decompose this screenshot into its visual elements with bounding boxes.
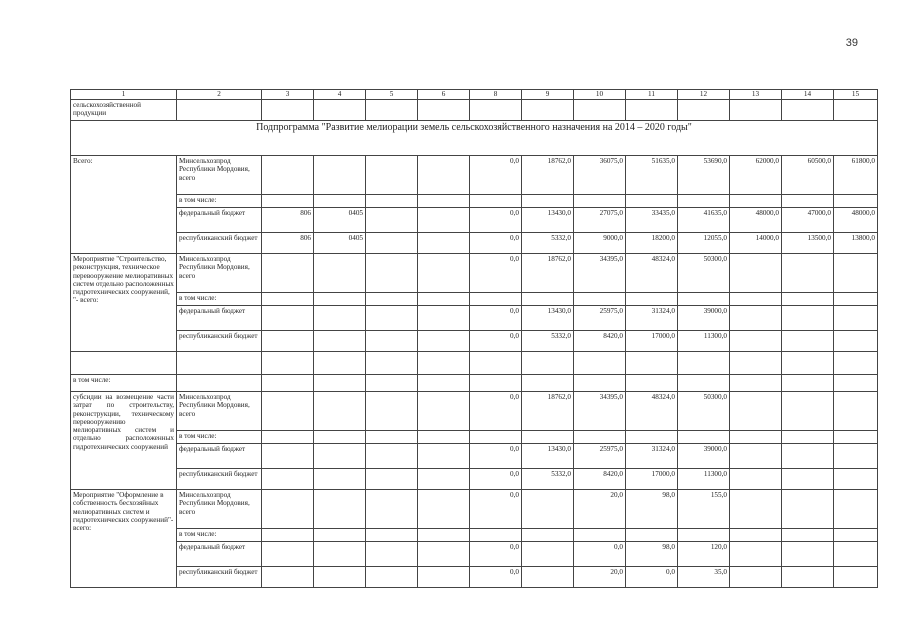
table-cell: [418, 469, 470, 490]
code-cell: [262, 567, 314, 588]
code-cell: 806: [262, 233, 314, 254]
table-cell: [418, 208, 470, 233]
table-cell: [730, 375, 782, 392]
value-cell: 0,0: [470, 490, 522, 529]
value-cell: [834, 254, 878, 293]
budget-table: [70, 89, 878, 588]
value-cell: 0,0: [470, 208, 522, 233]
code-cell: [314, 331, 366, 352]
value-cell: 0,0: [626, 567, 678, 588]
executor-cell: федеральный бюджет: [177, 542, 262, 567]
value-cell: 20,0: [574, 567, 626, 588]
value-cell: [782, 306, 834, 331]
table-cell: [418, 233, 470, 254]
code-cell: 806: [262, 208, 314, 233]
code-cell: [314, 306, 366, 331]
value-cell: [730, 490, 782, 529]
value-cell: 13430,0: [522, 208, 574, 233]
table-cell: [366, 431, 418, 444]
value-cell: [730, 469, 782, 490]
executor-cell: в том числе:: [177, 431, 262, 444]
value-cell: [574, 195, 626, 208]
code-cell: [262, 195, 314, 208]
value-cell: [834, 529, 878, 542]
table-cell: [366, 529, 418, 542]
table-cell: [366, 490, 418, 529]
value-cell: 155,0: [678, 490, 730, 529]
table-row: [71, 431, 878, 444]
value-cell: [730, 195, 782, 208]
value-cell: 5332,0: [522, 469, 574, 490]
value-cell: 48324,0: [626, 254, 678, 293]
value-cell: [782, 331, 834, 352]
value-cell: 34395,0: [574, 392, 626, 431]
table-cell: [314, 352, 366, 375]
table-cell: [177, 100, 262, 121]
value-cell: [782, 567, 834, 588]
table-cell: [522, 100, 574, 121]
table-row: [71, 208, 878, 233]
column-number: 8: [470, 90, 522, 100]
column-number: 9: [522, 90, 574, 100]
column-number: 1: [71, 90, 177, 100]
code-cell: [314, 293, 366, 306]
table-cell: [418, 331, 470, 352]
value-cell: 39000,0: [678, 444, 730, 469]
value-cell: [834, 195, 878, 208]
subprogram-title: Подпрограмма "Развитие мелиорации земель сельскохозяйственного назначения на 2014 – 2020 годы": [71, 121, 878, 156]
value-cell: [626, 195, 678, 208]
table-cell: [418, 542, 470, 567]
value-cell: 60500,0: [782, 156, 834, 195]
value-cell: 39000,0: [678, 306, 730, 331]
executor-cell: республиканский бюджет: [177, 567, 262, 588]
value-cell: [834, 444, 878, 469]
code-cell: 0405: [314, 233, 366, 254]
table-cell: [470, 375, 522, 392]
value-cell: 8420,0: [574, 331, 626, 352]
table-row: [71, 542, 878, 567]
value-cell: 35,0: [678, 567, 730, 588]
table-cell: [678, 352, 730, 375]
value-cell: [522, 529, 574, 542]
code-cell: [314, 431, 366, 444]
code-cell: [314, 542, 366, 567]
row-label: сельскохозяйственной продукции: [71, 100, 177, 121]
row-label: Всего:: [71, 156, 177, 254]
row-label: Мероприятие "Оформление в собственность бесхозяйных мелиоративных систем и гидротехнических сооружений"- всего:: [71, 490, 177, 588]
table-cell: [418, 431, 470, 444]
table-cell: [418, 392, 470, 431]
subprogram-title-row: [71, 121, 878, 156]
value-cell: [470, 529, 522, 542]
column-number: 6: [418, 90, 470, 100]
value-cell: [626, 529, 678, 542]
executor-cell: Минсельхозпрод Республики Мордовия, всего: [177, 392, 262, 431]
value-cell: 0,0: [470, 469, 522, 490]
value-cell: [834, 293, 878, 306]
value-cell: 98,0: [626, 490, 678, 529]
row-label: Мероприятие "Строительство, реконструкция, техническое перевооружение мелиоративных систем отдельно расположенных гидротехнических сооружений, "- всего:: [71, 254, 177, 352]
code-cell: [262, 156, 314, 195]
table-cell: [730, 100, 782, 121]
code-cell: [314, 156, 366, 195]
value-cell: [782, 254, 834, 293]
table-row: [71, 469, 878, 490]
table-cell: [418, 444, 470, 469]
table-row: [71, 100, 878, 121]
value-cell: 0,0: [470, 542, 522, 567]
code-cell: [262, 331, 314, 352]
table-cell: [366, 392, 418, 431]
table-cell: [314, 375, 366, 392]
executor-cell: республиканский бюджет: [177, 469, 262, 490]
code-cell: [262, 529, 314, 542]
table-cell: [262, 375, 314, 392]
value-cell: [730, 444, 782, 469]
value-cell: 18762,0: [522, 392, 574, 431]
table-row: [71, 375, 878, 392]
value-cell: [782, 529, 834, 542]
table-cell: [177, 352, 262, 375]
table-cell: [418, 306, 470, 331]
value-cell: 98,0: [626, 542, 678, 567]
value-cell: 13430,0: [522, 444, 574, 469]
value-cell: 50300,0: [678, 254, 730, 293]
value-cell: [730, 293, 782, 306]
value-cell: 0,0: [574, 542, 626, 567]
column-number: 13: [730, 90, 782, 100]
code-cell: 0405: [314, 208, 366, 233]
table-cell: [678, 375, 730, 392]
table-row: [71, 567, 878, 588]
code-cell: [262, 254, 314, 293]
value-cell: 5332,0: [522, 331, 574, 352]
value-cell: 13500,0: [782, 233, 834, 254]
code-cell: [314, 254, 366, 293]
table-cell: [366, 352, 418, 375]
value-cell: 18762,0: [522, 156, 574, 195]
table-cell: [366, 375, 418, 392]
code-cell: [262, 392, 314, 431]
value-cell: [678, 293, 730, 306]
column-number: 5: [366, 90, 418, 100]
value-cell: [730, 254, 782, 293]
code-cell: [314, 195, 366, 208]
executor-cell: в том числе:: [177, 195, 262, 208]
table-cell: [418, 156, 470, 195]
table-cell: [626, 352, 678, 375]
executor-cell: в том числе:: [177, 293, 262, 306]
column-number: 4: [314, 90, 366, 100]
table-cell: [418, 100, 470, 121]
table-cell: [834, 352, 878, 375]
value-cell: [522, 431, 574, 444]
value-cell: 0,0: [470, 233, 522, 254]
value-cell: 0,0: [470, 331, 522, 352]
table-row: [71, 331, 878, 352]
code-cell: [262, 306, 314, 331]
executor-cell: Минсельхозпрод Республики Мордовия, всего: [177, 490, 262, 529]
value-cell: 0,0: [470, 254, 522, 293]
value-cell: [574, 293, 626, 306]
column-number-row: [71, 90, 878, 100]
value-cell: [730, 567, 782, 588]
value-cell: [574, 529, 626, 542]
value-cell: 18762,0: [522, 254, 574, 293]
column-number: 14: [782, 90, 834, 100]
value-cell: [782, 444, 834, 469]
table-cell: [262, 352, 314, 375]
value-cell: 48000,0: [834, 208, 878, 233]
table-cell: [366, 331, 418, 352]
table-cell: [626, 100, 678, 121]
value-cell: 48000,0: [730, 208, 782, 233]
table-cell: [366, 156, 418, 195]
table-cell: [262, 100, 314, 121]
table-cell: [834, 375, 878, 392]
value-cell: 62000,0: [730, 156, 782, 195]
table-cell: [366, 567, 418, 588]
value-cell: 0,0: [470, 392, 522, 431]
value-cell: [730, 392, 782, 431]
value-cell: 5332,0: [522, 233, 574, 254]
value-cell: [522, 293, 574, 306]
value-cell: 53690,0: [678, 156, 730, 195]
table-row: [71, 233, 878, 254]
table-cell: [366, 542, 418, 567]
table-cell: [730, 352, 782, 375]
executor-cell: в том числе:: [177, 529, 262, 542]
value-cell: [470, 293, 522, 306]
value-cell: [782, 542, 834, 567]
table-cell: [418, 567, 470, 588]
table-cell: [366, 444, 418, 469]
executor-cell: Минсельхозпрод Республики Мордовия, всего: [177, 156, 262, 195]
column-number: 11: [626, 90, 678, 100]
value-cell: [782, 293, 834, 306]
table-cell: [418, 490, 470, 529]
value-cell: 25975,0: [574, 444, 626, 469]
executor-cell: федеральный бюджет: [177, 306, 262, 331]
table-cell: [366, 100, 418, 121]
value-cell: [782, 469, 834, 490]
value-cell: 14000,0: [730, 233, 782, 254]
table-cell: [522, 352, 574, 375]
value-cell: 61800,0: [834, 156, 878, 195]
code-cell: [314, 529, 366, 542]
row-label: субсидии на возмещение части затрат по строительству, реконструкции, техническому перевооружению мелиоративных систем и отдельно расположенных гидротехнических сооружений: [71, 392, 177, 490]
table-cell: [418, 254, 470, 293]
value-cell: 31324,0: [626, 306, 678, 331]
table-row: [71, 392, 878, 431]
value-cell: [834, 490, 878, 529]
table-cell: [678, 100, 730, 121]
value-cell: 20,0: [574, 490, 626, 529]
executor-cell: федеральный бюджет: [177, 444, 262, 469]
value-cell: 0,0: [470, 444, 522, 469]
value-cell: [470, 431, 522, 444]
value-cell: [834, 306, 878, 331]
table-cell: [366, 293, 418, 306]
value-cell: [730, 542, 782, 567]
table-row: [71, 444, 878, 469]
value-cell: 18200,0: [626, 233, 678, 254]
table-row: [71, 352, 878, 375]
value-cell: 9000,0: [574, 233, 626, 254]
table-row: [71, 529, 878, 542]
value-cell: [626, 431, 678, 444]
value-cell: [834, 542, 878, 567]
table-cell: [418, 529, 470, 542]
code-cell: [314, 444, 366, 469]
executor-cell: федеральный бюджет: [177, 208, 262, 233]
table-cell: [177, 375, 262, 392]
value-cell: [678, 529, 730, 542]
value-cell: [522, 490, 574, 529]
code-cell: [314, 392, 366, 431]
value-cell: [782, 195, 834, 208]
value-cell: 0,0: [470, 156, 522, 195]
executor-cell: республиканский бюджет: [177, 331, 262, 352]
table-cell: [522, 375, 574, 392]
column-number: 15: [834, 90, 878, 100]
table-cell: [418, 195, 470, 208]
column-number: 2: [177, 90, 262, 100]
value-cell: 31324,0: [626, 444, 678, 469]
row-label: в том числе:: [71, 375, 177, 392]
code-cell: [262, 469, 314, 490]
value-cell: [522, 567, 574, 588]
table-cell: [366, 469, 418, 490]
code-cell: [262, 444, 314, 469]
value-cell: [730, 306, 782, 331]
table-row: [71, 254, 878, 293]
value-cell: [730, 529, 782, 542]
value-cell: [730, 331, 782, 352]
code-cell: [262, 293, 314, 306]
value-cell: [626, 293, 678, 306]
table-cell: [418, 293, 470, 306]
code-cell: [262, 431, 314, 444]
value-cell: [834, 567, 878, 588]
executor-cell: республиканский бюджет: [177, 233, 262, 254]
table-cell: [574, 352, 626, 375]
table-cell: [470, 352, 522, 375]
value-cell: [730, 431, 782, 444]
table-cell: [366, 254, 418, 293]
table-cell: [782, 375, 834, 392]
value-cell: [834, 392, 878, 431]
table-cell: [418, 352, 470, 375]
table-row: [71, 306, 878, 331]
table-cell: [626, 375, 678, 392]
value-cell: [834, 431, 878, 444]
table-cell: [418, 375, 470, 392]
table-cell: [366, 233, 418, 254]
table-cell: [782, 100, 834, 121]
value-cell: 17000,0: [626, 331, 678, 352]
page-number: 39: [845, 37, 858, 49]
value-cell: 36075,0: [574, 156, 626, 195]
value-cell: 50300,0: [678, 392, 730, 431]
value-cell: 27075,0: [574, 208, 626, 233]
table-cell: [574, 100, 626, 121]
table-cell: [366, 195, 418, 208]
code-cell: [262, 542, 314, 567]
value-cell: 41635,0: [678, 208, 730, 233]
value-cell: 120,0: [678, 542, 730, 567]
value-cell: 13800,0: [834, 233, 878, 254]
value-cell: 0,0: [470, 567, 522, 588]
table-cell: [470, 100, 522, 121]
table-cell: [366, 306, 418, 331]
code-cell: [314, 469, 366, 490]
table-cell: [834, 100, 878, 121]
value-cell: [678, 195, 730, 208]
value-cell: [470, 195, 522, 208]
table-cell: [71, 352, 177, 375]
executor-cell: Минсельхозпрод Республики Мордовия, всего: [177, 254, 262, 293]
value-cell: 11300,0: [678, 469, 730, 490]
code-cell: [314, 567, 366, 588]
value-cell: [834, 469, 878, 490]
value-cell: [522, 542, 574, 567]
value-cell: 17000,0: [626, 469, 678, 490]
value-cell: [782, 431, 834, 444]
column-number: 12: [678, 90, 730, 100]
value-cell: [574, 431, 626, 444]
table-row: [71, 195, 878, 208]
value-cell: 12055,0: [678, 233, 730, 254]
table-row: [71, 293, 878, 306]
value-cell: 47000,0: [782, 208, 834, 233]
value-cell: [522, 195, 574, 208]
value-cell: 48324,0: [626, 392, 678, 431]
value-cell: 13430,0: [522, 306, 574, 331]
value-cell: 33435,0: [626, 208, 678, 233]
table-row: [71, 490, 878, 529]
column-number: 10: [574, 90, 626, 100]
code-cell: [262, 490, 314, 529]
value-cell: 25975,0: [574, 306, 626, 331]
table-cell: [314, 100, 366, 121]
column-number: 3: [262, 90, 314, 100]
value-cell: 8420,0: [574, 469, 626, 490]
table-cell: [366, 208, 418, 233]
value-cell: 11300,0: [678, 331, 730, 352]
table-cell: [574, 375, 626, 392]
value-cell: 34395,0: [574, 254, 626, 293]
table-cell: [782, 352, 834, 375]
table-row: [71, 156, 878, 195]
value-cell: 51635,0: [626, 156, 678, 195]
code-cell: [314, 490, 366, 529]
value-cell: [782, 392, 834, 431]
value-cell: [678, 431, 730, 444]
value-cell: [834, 331, 878, 352]
value-cell: [782, 490, 834, 529]
value-cell: 0,0: [470, 306, 522, 331]
